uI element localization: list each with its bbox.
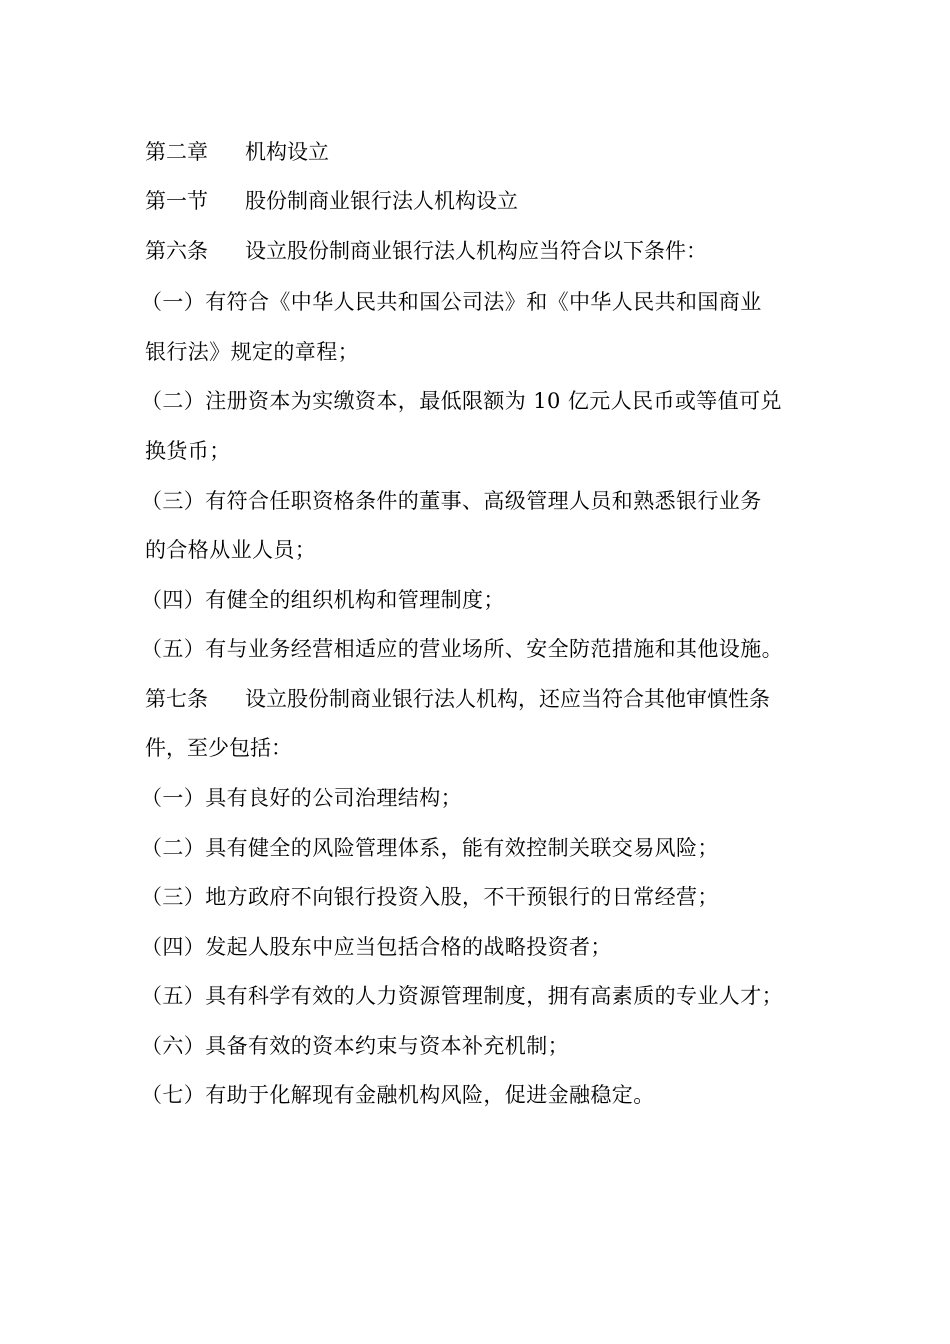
article-7-item-6: （六）具备有效的资本约束与资本补充机制；: [141, 1034, 569, 1058]
article-7-item-3: （三）地方政府不向银行投资入股，不干预银行的日常经营；: [141, 885, 719, 909]
article-6-item-3-line-2: 的合格从业人员；: [145, 538, 317, 562]
chapter-label: 第二章: [145, 140, 208, 164]
section-label: 第一节: [145, 189, 208, 213]
article-6-item-2-line-2: 换货币；: [145, 439, 231, 463]
article-7-item-4: （四）发起人股东中应当包括合格的战略投资者；: [141, 935, 612, 959]
article-7-item-1: （一）具有良好的公司治理结构；: [141, 786, 462, 810]
article-7-item-2: （二）具有健全的风险管理体系，能有效控制关联交易风险；: [141, 836, 719, 860]
article-7-label: 第七条: [145, 687, 208, 711]
article-7-intro: 设立股份制商业银行法人机构，还应当符合其他审慎性条: [245, 687, 770, 711]
article-6-heading: [145, 238, 815, 264]
article-6-item-1-line-1: （一）有符合《中华人民共和国公司法》和《中华人民共和国商业: [141, 290, 762, 314]
article-7-item-5: （五）具有科学有效的人力资源管理制度，拥有高素质的专业人才；: [141, 984, 783, 1008]
article-6-intro: 设立股份制商业银行法人机构应当符合以下条件：: [245, 239, 707, 263]
article-7-heading: [145, 686, 815, 712]
section-title: 股份制商业银行法人机构设立: [245, 189, 518, 213]
article-7-item-7: （七）有助于化解现有金融机构风险，促进金融稳定。: [141, 1083, 655, 1107]
article-6-item-5: （五）有与业务经营相适应的营业场所、安全防范措施和其他设施。: [141, 637, 783, 661]
article-6-item-1-line-2: 银行法》规定的章程；: [145, 340, 359, 364]
article-6-item-3-line-1: （三）有符合任职资格条件的董事、高级管理人员和熟悉银行业务: [141, 489, 762, 513]
article-6-item-4: （四）有健全的组织机构和管理制度；: [141, 588, 505, 612]
article-6-item-2-line-1: （二）注册资本为实缴资本，最低限额为 10 亿元人民币或等值可兑: [141, 389, 782, 413]
article-6-label: 第六条: [145, 239, 208, 263]
article-7-intro-continued: 件，至少包括：: [145, 736, 292, 760]
chapter-title: 机构设立: [245, 140, 329, 164]
chapter-heading: [145, 139, 815, 165]
section-heading: [145, 188, 815, 214]
